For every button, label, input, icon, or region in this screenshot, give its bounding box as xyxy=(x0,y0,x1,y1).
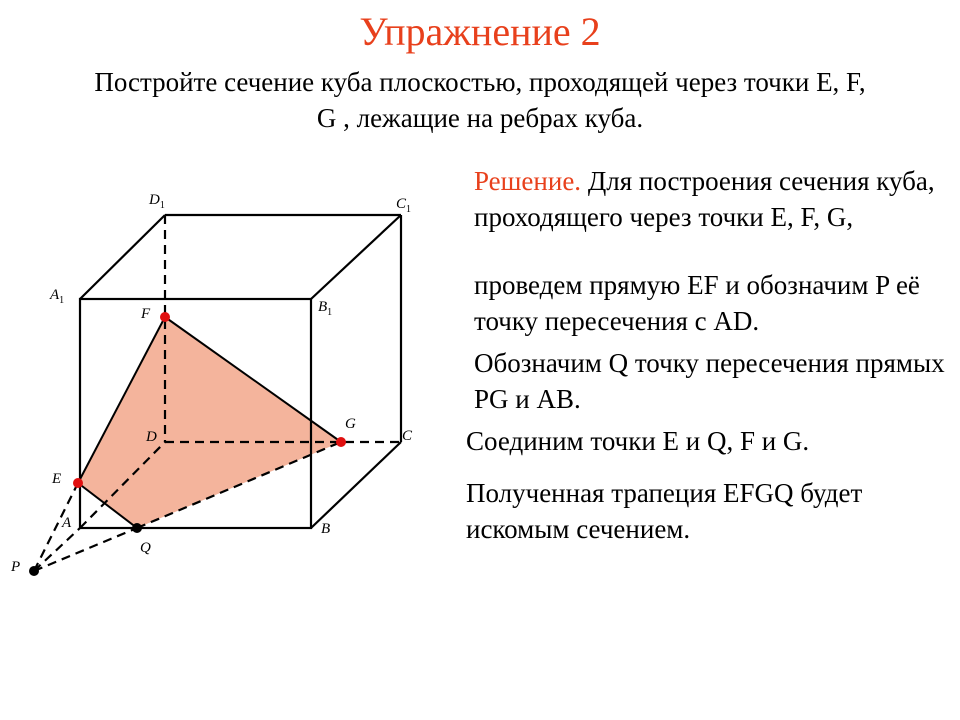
point-g xyxy=(336,437,346,447)
label-e: E xyxy=(52,471,62,487)
solution-step-1-text: Для построения сечения куба, проходящего через точки E, F, G, xyxy=(474,166,935,232)
label-q: Q xyxy=(140,540,151,556)
label-a: A xyxy=(62,515,72,531)
task-line-1: Постройте сечение куба плоскостью, проходящей через точки E, F, xyxy=(94,67,866,97)
solution-step-2: проведем прямую EF и обозначим P её точку пересечения с AD. xyxy=(474,270,920,336)
label-a1: $A_1$ xyxy=(50,287,65,306)
label-g: G xyxy=(345,416,356,432)
solution-step-3: Обозначим Q точку пересечения прямых PG и AB. xyxy=(474,348,945,414)
point-q xyxy=(132,523,142,533)
edge-bc xyxy=(311,442,401,528)
label-p: P xyxy=(11,559,21,575)
point-f xyxy=(160,312,170,322)
label-b1: $B_1$ xyxy=(318,299,333,318)
label-f: F xyxy=(141,306,151,322)
label-c1: $C_1$ xyxy=(396,196,412,215)
label-d: D xyxy=(146,429,157,445)
label-b: B xyxy=(321,521,331,537)
line-pe xyxy=(34,483,78,571)
label-c: C xyxy=(402,428,413,444)
solution-step-5: Полученная трапеция EFGQ будет искомым сечением. xyxy=(466,478,863,544)
solution-heading: Решение. xyxy=(474,166,582,196)
point-p xyxy=(29,566,39,576)
slide-title: Упражнение 2 xyxy=(359,9,601,54)
line-pa xyxy=(34,528,80,571)
edge-a1d1 xyxy=(80,215,165,299)
point-e xyxy=(73,478,83,488)
edge-b1c1 xyxy=(311,215,401,299)
task-line-2: G , лежащие на ребрах куба. xyxy=(316,103,644,133)
line-pq xyxy=(34,528,137,571)
label-d1: $D_1$ xyxy=(149,192,165,211)
solution-step-4: Соединим точки E и Q, F и G. xyxy=(466,426,810,456)
